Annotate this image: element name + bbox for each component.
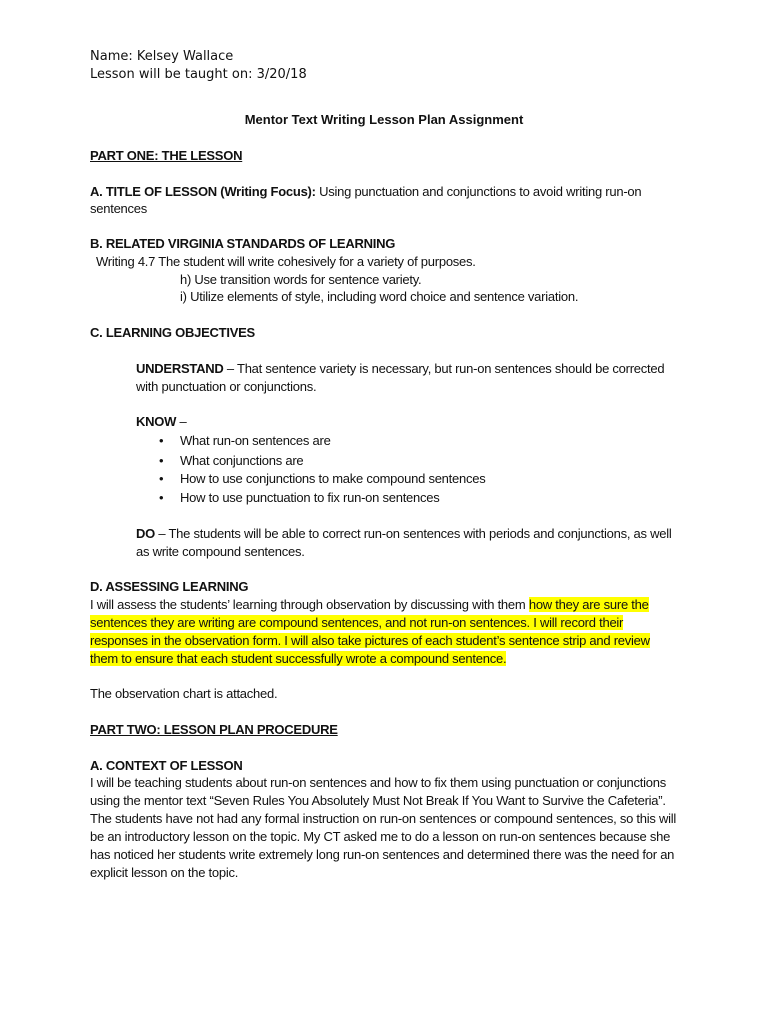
standards-subitem-h: h) Use transition words for sentence variety. — [180, 272, 422, 287]
bullet-icon: • — [159, 453, 164, 468]
lesson-date: Lesson will be taught on: 3/20/18 — [90, 67, 307, 82]
do-line — [136, 526, 672, 541]
standards-heading: B. RELATED VIRGINIA STANDARDS OF LEARNING — [90, 236, 396, 251]
bullet-icon: • — [159, 471, 164, 486]
highlighted-text: responses in the observation form. I will also take pictures of each student’s sentence strip and review — [90, 633, 650, 648]
document-title: Mentor Text Writing Lesson Plan Assignment — [244, 112, 524, 127]
understand-text-cont: with punctuation or conjunctions. — [136, 379, 317, 394]
standards-line: Writing 4.7 The student will write cohesively for a variety of purposes. — [96, 254, 476, 269]
highlighted-text: how they are sure the — [528, 597, 649, 612]
know-dash: – — [176, 414, 187, 429]
part-one-heading: PART ONE: THE LESSON — [90, 148, 243, 163]
context-line: using the mentor text “Seven Rules You Absolutely Must Not Break If You Want to Survive the Cafeteria”. — [90, 793, 666, 808]
do-text-cont: as write compound sentences. — [136, 544, 305, 559]
standards-subitem-i: i) Utilize elements of style, including word choice and sentence variation. — [180, 289, 579, 304]
context-line: be an introductory lesson on the topic. My CT asked me to do a lesson on run-on sentences because she — [90, 829, 671, 844]
understand-label: UNDERSTAND — [136, 361, 224, 376]
assessing-line-3 — [90, 633, 650, 648]
lesson-title-text-cont: sentences — [90, 201, 148, 216]
objectives-heading: C. LEARNING OBJECTIVES — [90, 325, 255, 340]
lesson-title-line — [90, 184, 641, 199]
assessing-heading: D. ASSESSING LEARNING — [90, 579, 249, 594]
know-item: What conjunctions are — [180, 453, 304, 468]
do-text: – The students will be able to correct run-on sentences with periods and conjunctions, as well — [155, 526, 672, 541]
context-line: has noticed her students write extremely long run-on sentences and determined there was the need for an — [90, 847, 675, 862]
bullet-icon: • — [159, 433, 164, 448]
author-name: Name: Kelsey Wallace — [90, 49, 234, 64]
lesson-title-label: A. TITLE OF LESSON (Writing Focus): — [90, 184, 316, 199]
understand-text: – That sentence variety is necessary, but run-on sentences should be corrected — [223, 361, 665, 376]
do-label: DO — [136, 526, 155, 541]
context-line: explicit lesson on the topic. — [90, 865, 239, 880]
context-heading: A. CONTEXT OF LESSON — [90, 758, 243, 773]
lesson-title-text: Using punctuation and conjunctions to avoid writing run-on — [315, 184, 642, 199]
assessing-line-4 — [90, 651, 506, 666]
know-label: KNOW — [136, 414, 177, 429]
highlighted-text: them to ensure that each student successfully wrote a compound sentence. — [90, 651, 507, 666]
attached-note: The observation chart is attached. — [90, 686, 278, 701]
assessing-text: I will assess the students’ learning through observation by discussing with them — [90, 597, 529, 612]
highlighted-text: sentences they are writing are compound sentences, and not run-on sentences. I will record their — [90, 615, 624, 630]
part-two-heading: PART TWO: LESSON PLAN PROCEDURE — [90, 722, 338, 737]
context-line: I will be teaching students about run-on sentences and how to fix them using punctuation or conjunctions — [90, 775, 666, 790]
assessing-line-2 — [90, 615, 623, 630]
bullet-icon: • — [159, 490, 164, 505]
understand-line — [136, 361, 664, 376]
assessing-line-1 — [90, 597, 649, 612]
know-item: How to use punctuation to fix run-on sentences — [180, 490, 440, 505]
know-item: What run-on sentences are — [180, 433, 331, 448]
know-item: How to use conjunctions to make compound sentences — [180, 471, 486, 486]
know-line — [136, 414, 187, 429]
context-line: The students have not had any formal instruction on run-on sentences or compound sentences, so this will — [90, 811, 677, 826]
